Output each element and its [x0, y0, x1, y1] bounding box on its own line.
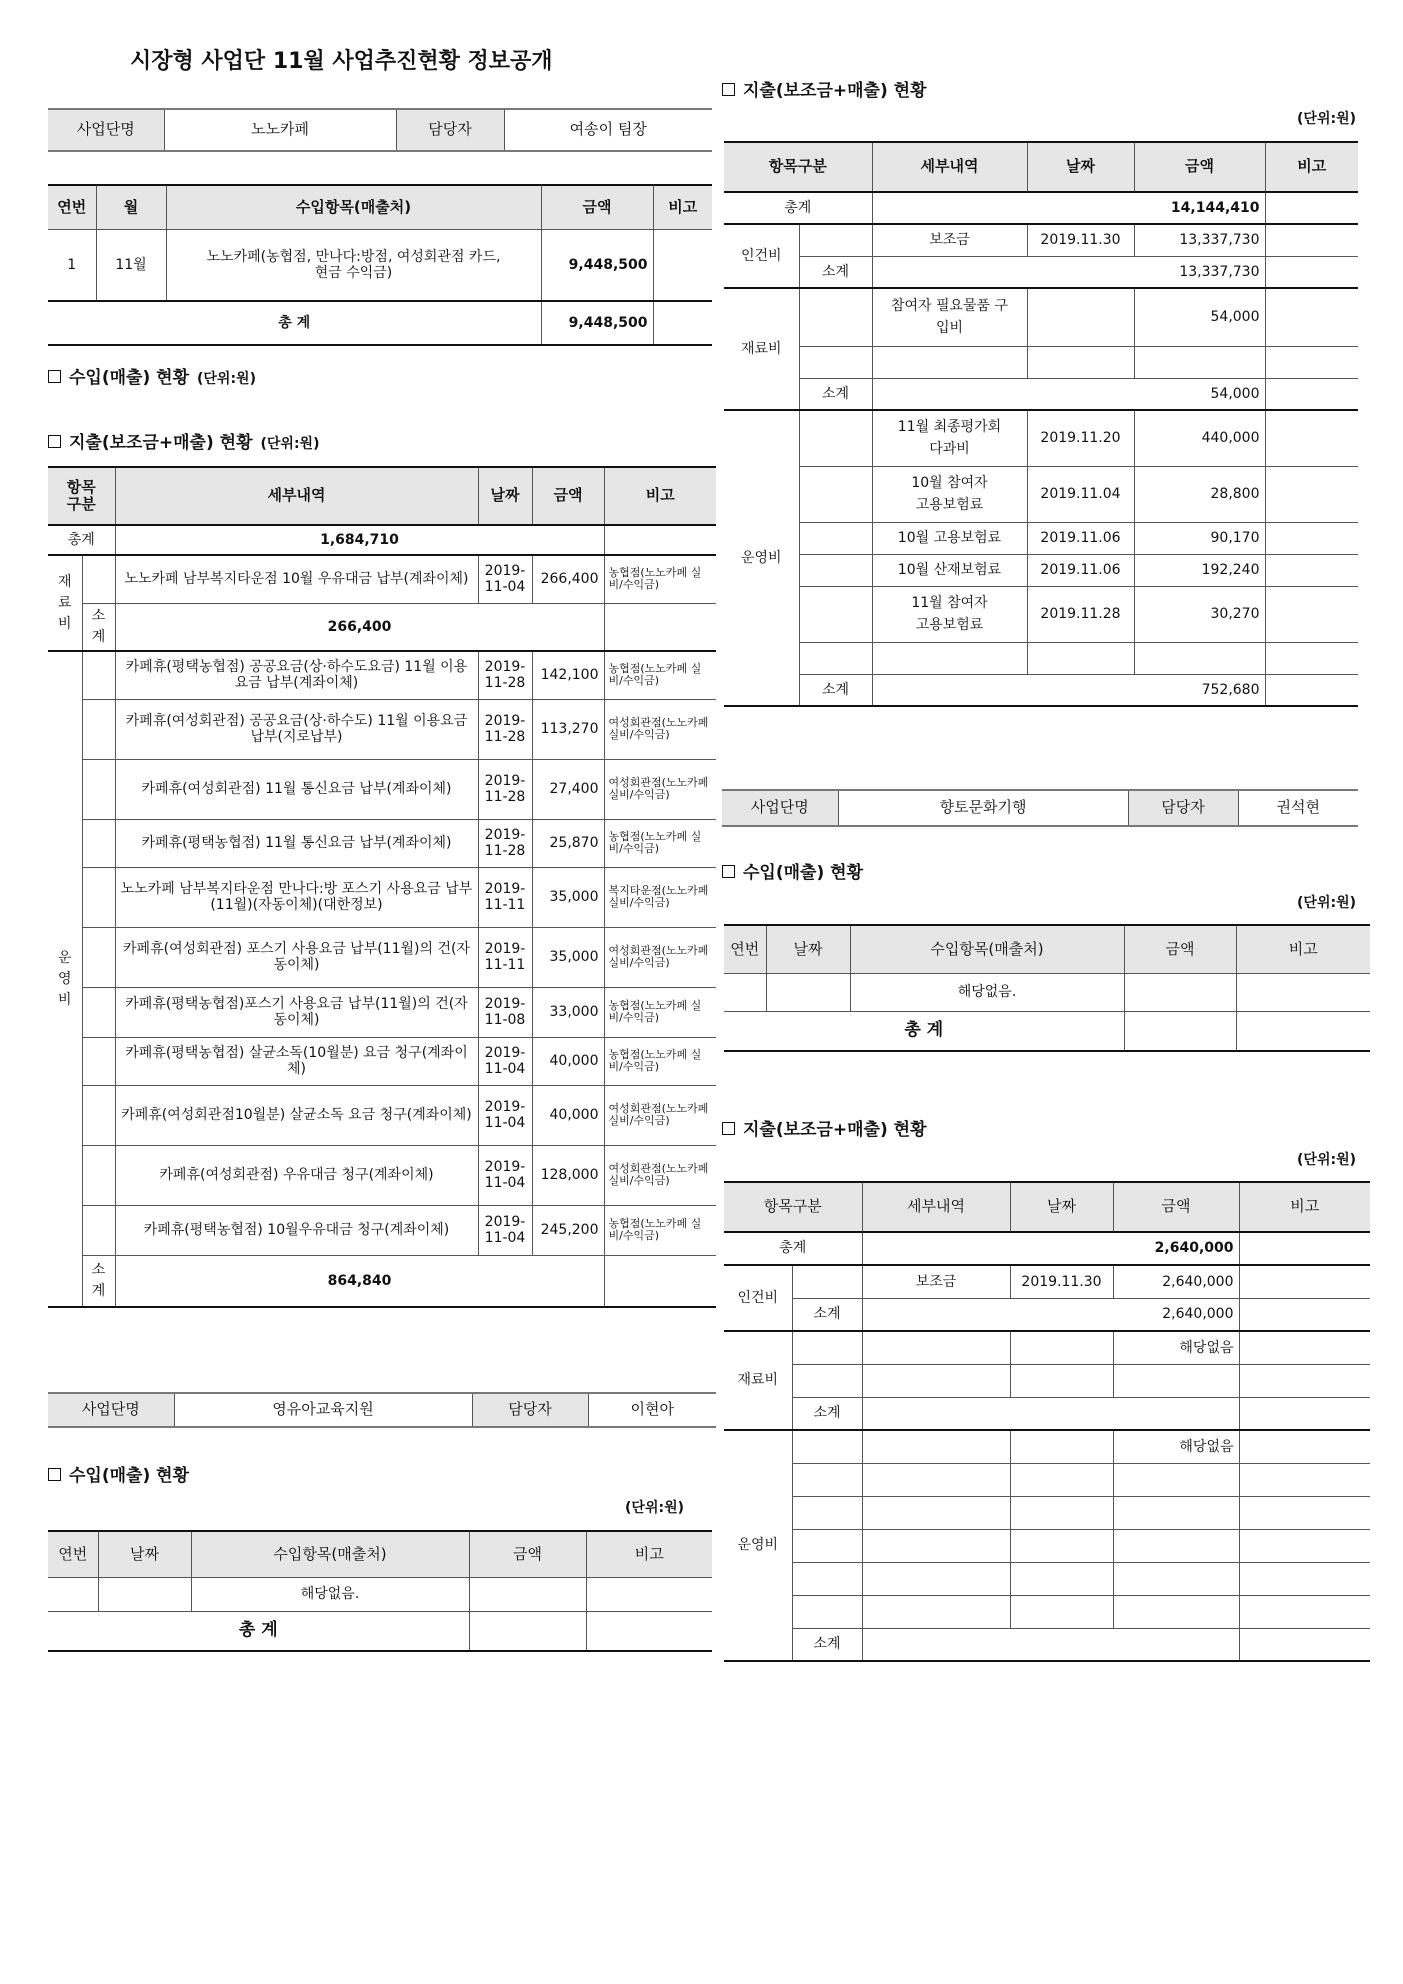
business-name: 향토문화기행	[838, 790, 1128, 826]
row-detail: 보조금	[872, 224, 1027, 256]
table-row	[48, 1085, 716, 1145]
manager-label: 담당자	[472, 1393, 588, 1427]
row-amount: 142,100	[532, 651, 604, 699]
total-amount: 2,640,000	[862, 1232, 1239, 1265]
section-income-heading: 수입(매출) 현황	[722, 858, 863, 883]
material-label: 재 료 비	[48, 555, 82, 651]
col-amount: 금액	[541, 185, 653, 229]
business-name-label: 사업단명	[48, 109, 164, 151]
row-note: 농협점(노노카페 실비/수익금)	[604, 651, 716, 699]
row-date: 2019-11-28	[478, 651, 532, 699]
col-amount: 금액	[1124, 925, 1236, 973]
total-amount: 9,448,500	[541, 301, 653, 345]
row-date: 2019-11-04	[478, 1085, 532, 1145]
row-detail: 카페휴(평택농협점) 10월우유대금 청구(계좌이체)	[115, 1205, 478, 1255]
col-category: 항목구분	[724, 142, 872, 192]
row-amount: 25,870	[532, 819, 604, 867]
row-date: 2019.11.06	[1027, 522, 1134, 554]
row-amount: 245,200	[532, 1205, 604, 1255]
row-note: 복지타운점(노노카페실비/수익금)	[604, 867, 716, 927]
section-income-heading: 수입(매출) 현황	[48, 1461, 189, 1486]
page-title: 시장형 사업단 11월 사업추진현황 정보공개	[130, 49, 553, 74]
subtotal-label: 소계	[799, 378, 872, 410]
row-amount: 128,000	[532, 1145, 604, 1205]
row-note: 농협점(노노카페 실비/수익금)	[604, 555, 716, 603]
unit-label: (단위:원)	[625, 1500, 684, 1516]
row-amount: 28,800	[1134, 466, 1265, 522]
row-detail: 보조금	[862, 1265, 1010, 1298]
material-label: 재료비	[724, 1331, 792, 1430]
subtotal-label: 소계	[792, 1397, 862, 1430]
col-detail: 세부내역	[862, 1182, 1010, 1232]
income-table-youngyua	[48, 1530, 712, 1652]
row-amount: 90,170	[1134, 522, 1265, 554]
col-category: 항목 구분	[48, 467, 115, 525]
row-amount: 2,640,000	[1113, 1265, 1239, 1298]
no-data-text: 해당없음.	[191, 1577, 469, 1611]
col-date: 날짜	[478, 467, 532, 525]
business-info-table	[48, 108, 712, 152]
table-row	[48, 699, 716, 759]
checkbox-icon	[722, 83, 735, 96]
unit-label: (단위:원)	[1297, 1152, 1356, 1168]
operation-label: 운영비	[724, 410, 799, 706]
row-amount: 33,000	[532, 987, 604, 1037]
income-table-hyangto	[724, 924, 1370, 1052]
material-label: 재료비	[724, 288, 799, 410]
row-amount: 30,270	[1134, 586, 1265, 642]
expense-table-subsidy	[724, 141, 1358, 707]
expense-table-nono	[48, 466, 716, 1308]
subtotal-amount: 54,000	[872, 378, 1265, 410]
row-note: 농협점(노노카페 실비/수익금)	[604, 1037, 716, 1085]
row-detail: 10월 고용보험료	[872, 522, 1027, 554]
row-note: 여성회관점(노노카페실비/수익금)	[604, 1145, 716, 1205]
col-detail: 세부내역	[872, 142, 1027, 192]
row-date: 2019.11.06	[1027, 554, 1134, 586]
business-name-label: 사업단명	[722, 790, 838, 826]
subtotal-amount: 266,400	[115, 603, 604, 651]
col-amount: 금액	[532, 467, 604, 525]
manager-label: 담당자	[396, 109, 504, 151]
subtotal-label: 소계	[799, 674, 872, 706]
col-no: 연번	[48, 185, 96, 229]
business-info-table	[722, 789, 1358, 827]
business-name: 노노카페	[164, 109, 396, 151]
row-date: 2019-11-04	[478, 1037, 532, 1085]
table-row	[48, 651, 716, 699]
table-row	[48, 1037, 716, 1085]
row-amount: 35,000	[532, 867, 604, 927]
row-amount: 13,337,730	[1134, 224, 1265, 256]
table-row	[724, 554, 1358, 586]
table-row	[724, 410, 1358, 466]
row-amount: 40,000	[532, 1037, 604, 1085]
total-label: 총계	[48, 525, 115, 555]
table-row	[724, 522, 1358, 554]
row-amount: 35,000	[532, 927, 604, 987]
table-row	[724, 586, 1358, 642]
row-amount: 113,270	[532, 699, 604, 759]
checkbox-icon	[48, 435, 61, 448]
col-date: 날짜	[98, 1531, 191, 1577]
checkbox-icon	[48, 370, 61, 383]
total-label: 총 계	[724, 1011, 1124, 1051]
manager-label: 담당자	[1128, 790, 1238, 826]
checkbox-icon	[722, 1122, 735, 1135]
row-detail: 11월 최종평가회 다과비	[872, 410, 1027, 466]
table-row	[48, 1205, 716, 1255]
subtotal-label: 소 계	[82, 603, 115, 651]
col-amount: 금액	[469, 1531, 586, 1577]
row-month: 11월	[96, 229, 166, 301]
row-detail: 카페휴(여성회관점) 11월 통신요금 납부(계좌이체)	[115, 759, 478, 819]
row-amount: 440,000	[1134, 410, 1265, 466]
row-note: 여성회관점(노노카페실비/수익금)	[604, 759, 716, 819]
row-amount: 266,400	[532, 555, 604, 603]
row-amount: 9,448,500	[541, 229, 653, 301]
row-note: 농협점(노노카페 실비/수익금)	[604, 1205, 716, 1255]
row-amount: 54,000	[1134, 288, 1265, 346]
row-date: 2019-11-04	[478, 1205, 532, 1255]
total-label: 총계	[724, 192, 872, 224]
table-row	[48, 867, 716, 927]
row-date: 2019.11.30	[1010, 1265, 1113, 1298]
row-date: 2019-11-08	[478, 987, 532, 1037]
row-date: 2019.11.20	[1027, 410, 1134, 466]
col-date: 날짜	[1027, 142, 1134, 192]
row-note: 여성회관점(노노카페실비/수익금)	[604, 927, 716, 987]
total-label: 총 계	[48, 1611, 469, 1651]
col-note: 비고	[1236, 925, 1370, 973]
manager-name: 이현아	[588, 1393, 716, 1427]
subtotal-amount: 752,680	[872, 674, 1265, 706]
row-date: 2019-11-04	[478, 1145, 532, 1205]
row-date: 2019-11-28	[478, 819, 532, 867]
subtotal-amount: 2,640,000	[862, 1298, 1239, 1331]
expense-table-hyangto	[724, 1181, 1370, 1662]
business-info-table	[48, 1392, 716, 1428]
total-label: 총 계	[48, 301, 541, 345]
subtotal-amount: 864,840	[115, 1255, 604, 1307]
income-table	[48, 184, 712, 346]
subtotal-label: 소계	[792, 1628, 862, 1661]
subtotal-label: 소계	[799, 256, 872, 288]
subtotal-label: 소 계	[82, 1255, 115, 1307]
col-detail: 세부내역	[115, 467, 478, 525]
business-name-label: 사업단명	[48, 1393, 174, 1427]
table-row	[724, 224, 1358, 256]
row-detail: 카페휴(여성회관점10월분) 살균소독 요금 청구(계좌이체)	[115, 1085, 478, 1145]
col-income-item: 수입항목(매출처)	[191, 1531, 469, 1577]
row-detail: 노노카페 남부복지타운점 10월 우유대금 납부(계좌이체)	[115, 555, 478, 603]
col-category: 항목구분	[724, 1182, 862, 1232]
row-date: 2019-11-04	[478, 555, 532, 603]
row-date: 2019-11-28	[478, 699, 532, 759]
row-detail: 카페휴(평택농협점) 살균소독(10월분) 요금 청구(계좌이체)	[115, 1037, 478, 1085]
table-row	[48, 759, 716, 819]
col-note: 비고	[653, 185, 712, 229]
operation-label: 운 영 비	[48, 651, 82, 1307]
no-data-text: 해당없음	[1113, 1430, 1239, 1463]
col-note: 비고	[604, 467, 716, 525]
row-date: 2019.11.04	[1027, 466, 1134, 522]
row-detail: 참여자 필요물품 구입비	[872, 288, 1027, 346]
row-detail: 카페휴(평택농협점) 11월 통신요금 납부(계좌이체)	[115, 819, 478, 867]
subtotal-amount: 13,337,730	[872, 256, 1265, 288]
col-month: 월	[96, 185, 166, 229]
table-row	[48, 229, 712, 301]
business-name: 영유아교육지원	[174, 1393, 472, 1427]
row-date: 2019-11-11	[478, 867, 532, 927]
row-detail: 카페휴(여성회관점) 포스기 사용요금 납부(11월)의 건(자동이체)	[115, 927, 478, 987]
row-note	[653, 229, 712, 301]
col-note: 비고	[1265, 142, 1358, 192]
row-amount: 40,000	[532, 1085, 604, 1145]
col-income-item: 수입항목(매출처)	[850, 925, 1124, 973]
row-detail: 11월 참여자 고용보험료	[872, 586, 1027, 642]
row-amount: 27,400	[532, 759, 604, 819]
subtotal-label: 소계	[792, 1298, 862, 1331]
section-expense-heading: 지출(보조금+매출) 현황 (단위:원)	[48, 428, 319, 453]
col-no: 연번	[724, 925, 766, 973]
personnel-label: 인건비	[724, 1265, 792, 1331]
table-row	[48, 987, 716, 1037]
row-detail: 카페휴(평택농협점) 공공요금(상·하수도요금) 11월 이용요금 납부(계좌이체)	[115, 651, 478, 699]
row-date: 2019-11-28	[478, 759, 532, 819]
unit-label: (단위:원)	[1297, 111, 1356, 127]
row-amount: 192,240	[1134, 554, 1265, 586]
row-detail: 노노카페 남부복지타운점 만나다:방 포스기 사용요금 납부(11월)(자동이체)(대한정보)	[115, 867, 478, 927]
row-detail: 10월 참여자 고용보험료	[872, 466, 1027, 522]
col-income-item: 수입항목(매출처)	[166, 185, 541, 229]
no-data-text: 해당없음.	[850, 973, 1124, 1011]
checkbox-icon	[722, 865, 735, 878]
row-note: 농협점(노노카페 실비/수익금)	[604, 819, 716, 867]
checkbox-icon	[48, 1468, 61, 1481]
row-detail: 카페휴(여성회관점) 우유대금 청구(계좌이체)	[115, 1145, 478, 1205]
table-row	[724, 466, 1358, 522]
total-amount: 1,684,710	[115, 525, 604, 555]
row-note: 농협점(노노카페 실비/수익금)	[604, 987, 716, 1037]
section-expense-heading: 지출(보조금+매출) 현황	[722, 76, 927, 101]
row-date: 2019.11.28	[1027, 586, 1134, 642]
row-date: 2019.11.30	[1027, 224, 1134, 256]
row-detail: 카페휴(평택농협점)포스기 사용요금 납부(11월)의 건(자동이체)	[115, 987, 478, 1037]
col-amount: 금액	[1134, 142, 1265, 192]
table-row	[48, 927, 716, 987]
table-row	[724, 1265, 1370, 1298]
col-amount: 금액	[1113, 1182, 1239, 1232]
row-date: 2019-11-11	[478, 927, 532, 987]
row-note: 여성회관점(노노카페실비/수익금)	[604, 699, 716, 759]
col-date: 날짜	[1010, 1182, 1113, 1232]
col-date: 날짜	[766, 925, 850, 973]
section-expense-heading: 지출(보조금+매출) 현황	[722, 1115, 927, 1140]
total-label: 총계	[724, 1232, 862, 1265]
row-note: 여성회관점(노노카페실비/수익금)	[604, 1085, 716, 1145]
unit-label: (단위:원)	[1297, 895, 1356, 911]
manager-name: 여송이 팀장	[504, 109, 712, 151]
col-no: 연번	[48, 1531, 98, 1577]
table-row	[48, 1145, 716, 1205]
operation-label: 운영비	[724, 1430, 792, 1661]
row-detail: 카페휴(여성회관점) 공공요금(상·하수도) 11월 이용요금 납부(지로납부)	[115, 699, 478, 759]
row-no: 1	[48, 229, 96, 301]
table-row	[48, 555, 716, 603]
section-income-heading: 수입(매출) 현황 (단위:원)	[48, 363, 256, 388]
col-note: 비고	[586, 1531, 712, 1577]
table-row	[48, 819, 716, 867]
total-amount: 14,144,410	[872, 192, 1265, 224]
table-row	[724, 288, 1358, 346]
manager-name: 권석현	[1238, 790, 1358, 826]
row-item: 노노카페(농협점, 만나다:방점, 여성회관점 카드, 현금 수익금)	[166, 229, 541, 301]
personnel-label: 인건비	[724, 224, 799, 288]
col-note: 비고	[1239, 1182, 1370, 1232]
row-detail: 10월 산재보험료	[872, 554, 1027, 586]
no-data-text: 해당없음	[1113, 1331, 1239, 1364]
